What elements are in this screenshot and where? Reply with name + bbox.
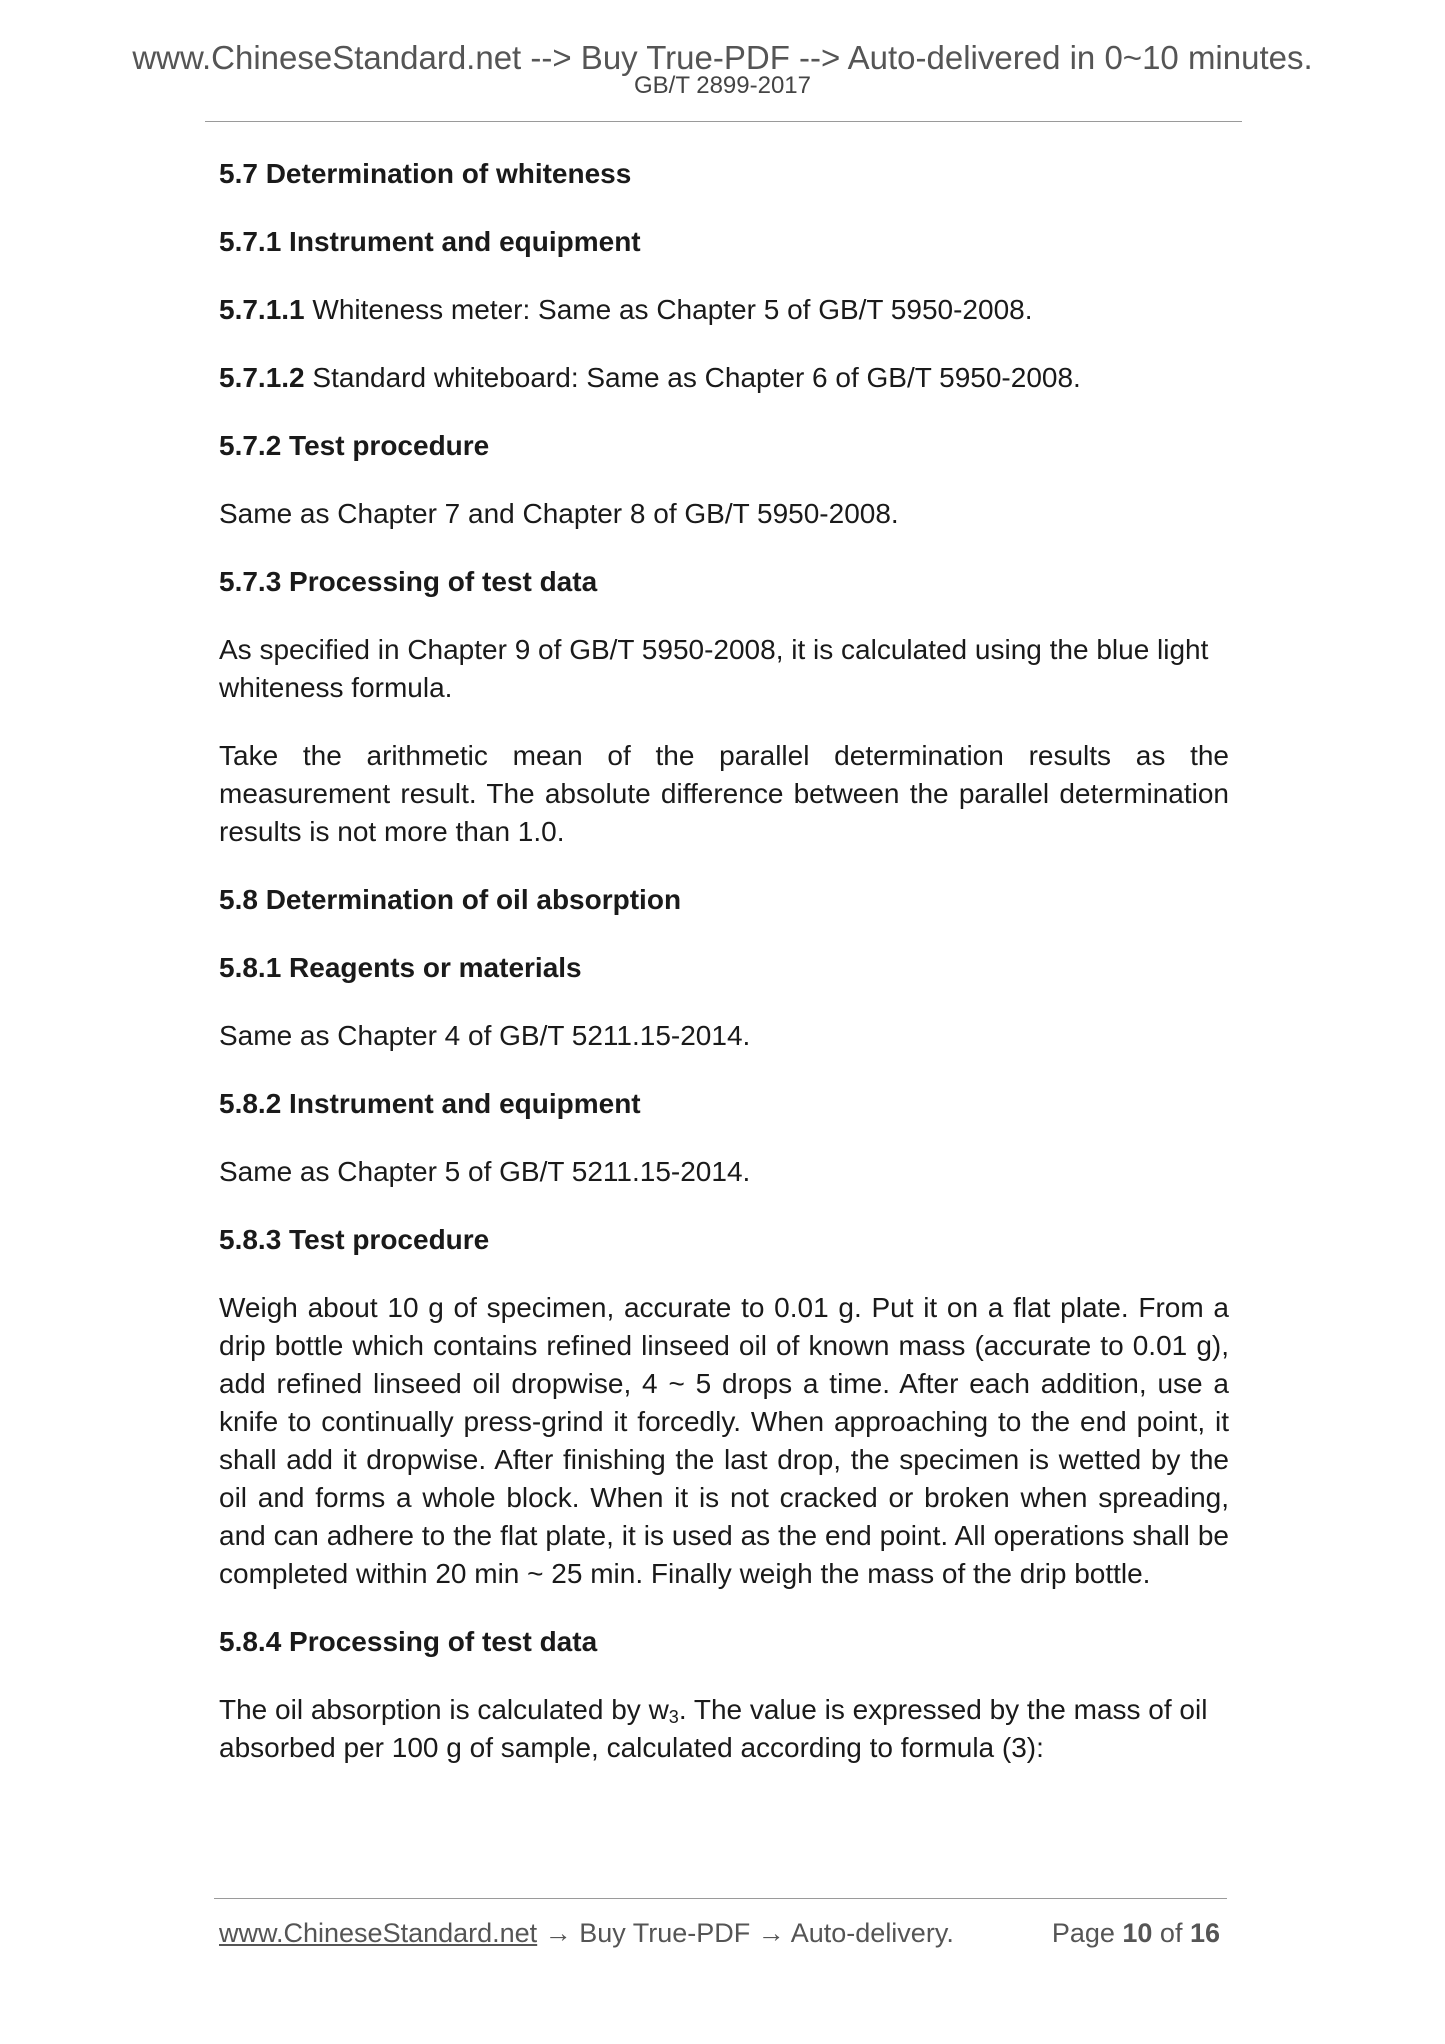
site-link[interactable]: www.ChineseStandard.net bbox=[219, 1918, 538, 1948]
page-of-label: of bbox=[1152, 1918, 1190, 1948]
section-heading-5-7-3: 5.7.3 Processing of test data bbox=[219, 566, 598, 597]
page-footer bbox=[219, 1915, 1224, 1951]
page-label: Page bbox=[1051, 1918, 1123, 1948]
paragraph-text: . The value is expressed by the mass of oil absorbed per 100 g of sample, calculated according to formula (3): bbox=[219, 1694, 1208, 1763]
footer-tagline: → Buy True-PDF → Auto-delivery. bbox=[537, 1918, 954, 1948]
paragraph-5-7-3-b: Take the arithmetic mean of the parallel determination results as the measurement result. The absolute difference between the parallel determination results is not more than 1.0. bbox=[219, 740, 1229, 847]
paragraph-5-7-2: Same as Chapter 7 and Chapter 8 of GB/T 5950-2008. bbox=[219, 498, 899, 529]
paragraph-5-8-2: Same as Chapter 5 of GB/T 5211.15-2014. bbox=[219, 1156, 751, 1187]
clause-number: 5.7.1.1 bbox=[219, 294, 305, 325]
clause-5-7-1-2 bbox=[219, 359, 1229, 397]
document-body bbox=[219, 155, 1229, 1797]
subscript: 3 bbox=[668, 1707, 679, 1727]
section-heading-5-7: 5.7 Determination of whiteness bbox=[219, 158, 632, 189]
clause-text: Standard whiteboard: Same as Chapter 6 of GB/T 5950-2008. bbox=[304, 362, 1081, 393]
page-total: 16 bbox=[1189, 1918, 1220, 1948]
section-heading-5-8-1: 5.8.1 Reagents or materials bbox=[219, 952, 582, 983]
paragraph-5-8-3: Weigh about 10 g of specimen, accurate to 0.01 g. Put it on a flat plate. From a drip bottle which contains refined linseed oil of known mass (accurate to 0.01 g), add refined linseed oil dropwise, 4 ~ 5 drops a time. After each addition, use a knife to continually press-grind it forcedly. When approaching to the end point, it shall add it dropwise. After finishing the last drop, the specimen is wetted by the oil and forms a whole block. When it is not cracked or broken when spreading, and can adhere to the flat plate, it is used as the end point. All operations shall be completed within 20 min ~ 25 min. Finally weigh the mass of the drip bottle. bbox=[219, 1292, 1229, 1589]
standard-code: GB/T 2899-2017 bbox=[633, 72, 811, 99]
page-number: 10 bbox=[1122, 1918, 1153, 1948]
section-heading-5-8: 5.8 Determination of oil absorption bbox=[219, 884, 682, 915]
section-heading-5-8-4: 5.8.4 Processing of test data bbox=[219, 1626, 598, 1657]
clause-text: Whiteness meter: Same as Chapter 5 of GB/T 5950-2008. bbox=[304, 294, 1033, 325]
section-heading-5-8-3: 5.8.3 Test procedure bbox=[219, 1224, 490, 1255]
clause-number: 5.7.1.2 bbox=[219, 362, 305, 393]
header-divider bbox=[205, 121, 1242, 122]
footer-divider bbox=[214, 1898, 1227, 1899]
section-heading-5-7-2: 5.7.2 Test procedure bbox=[219, 430, 490, 461]
paragraph-5-8-1: Same as Chapter 4 of GB/T 5211.15-2014. bbox=[219, 1020, 751, 1051]
section-heading-5-7-1: 5.7.1 Instrument and equipment bbox=[219, 226, 641, 257]
section-heading-5-8-2: 5.8.2 Instrument and equipment bbox=[219, 1088, 641, 1119]
clause-5-7-1-1 bbox=[219, 291, 1229, 329]
paragraph-5-7-3-a: As specified in Chapter 9 of GB/T 5950-2008, it is calculated using the blue light whiteness formula. bbox=[219, 634, 1209, 703]
paragraph-text: The oil absorption is calculated by w bbox=[219, 1694, 669, 1725]
site-banner: www.ChineseStandard.net --> Buy True-PDF --> Auto-delivered in 0~10 minutes. bbox=[132, 39, 1313, 76]
paragraph-5-8-4 bbox=[219, 1691, 1229, 1767]
page-indicator bbox=[1052, 1915, 1220, 1951]
